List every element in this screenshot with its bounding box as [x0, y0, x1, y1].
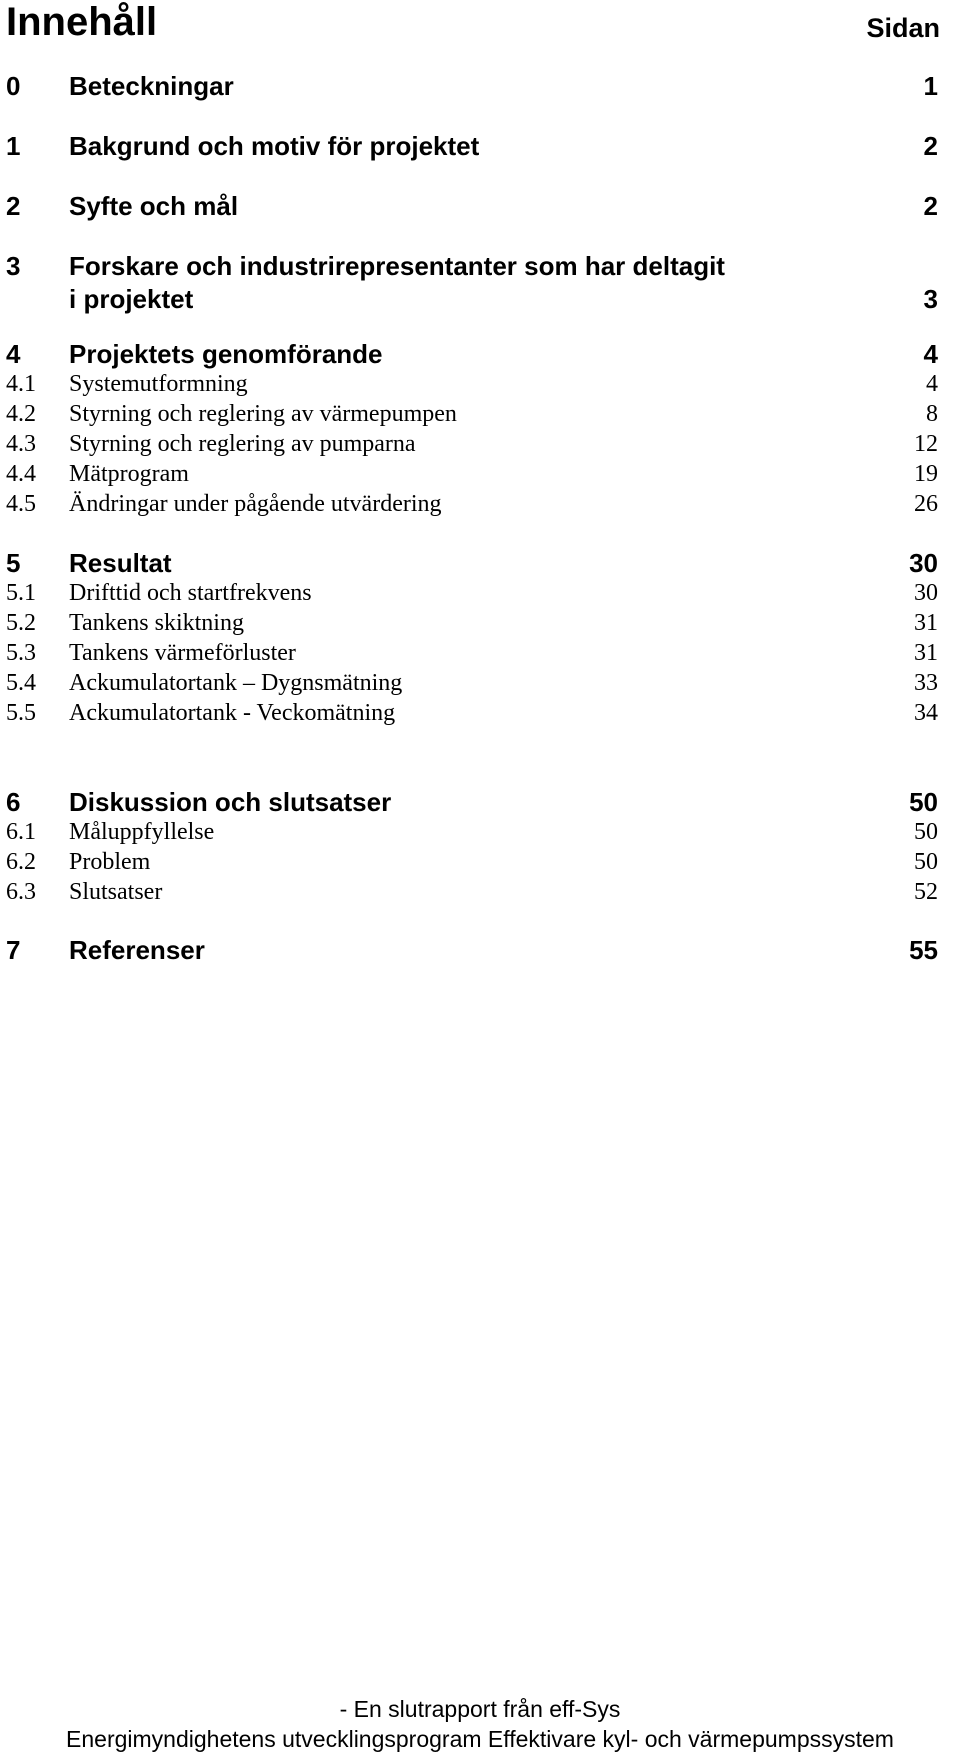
toc-entry-6-1[interactable]: [6, 817, 938, 847]
page-column-label: Sidan: [866, 13, 940, 43]
toc-number: 4.2: [6, 401, 36, 427]
toc-entry-3[interactable]: [6, 250, 938, 316]
toc-page: 50: [914, 819, 938, 845]
toc-entry-2[interactable]: [6, 190, 938, 223]
toc-number: 5.2: [6, 610, 36, 636]
toc-entry-4-2[interactable]: [6, 399, 938, 429]
toc-page: 26: [914, 491, 938, 517]
toc-number: 5: [6, 548, 21, 578]
toc-title: Resultat: [69, 548, 172, 578]
toc-number: 3: [6, 251, 21, 281]
toc-title: Mätprogram: [69, 461, 189, 487]
toc-number: 5.5: [6, 700, 36, 726]
toc-title: Ändringar under pågående utvärdering: [69, 491, 442, 517]
toc-page: 4: [923, 339, 938, 369]
toc-page: 12: [914, 431, 938, 457]
toc-page: 2: [923, 191, 938, 221]
toc-entry-5-4[interactable]: [6, 668, 938, 698]
toc-title: Referenser: [69, 935, 205, 965]
toc-page: 34: [914, 700, 938, 726]
toc-title: Diskussion och slutsatser: [69, 787, 392, 817]
toc-number: 7: [6, 935, 21, 965]
toc-title: Beteckningar: [69, 71, 234, 101]
toc-page: 33: [914, 670, 938, 696]
toc-entry-4[interactable]: [6, 338, 938, 371]
toc-title-line-2: i projektet: [69, 284, 194, 314]
toc-title: Styrning och reglering av värmepumpen: [69, 401, 457, 427]
toc-entry-6-2[interactable]: [6, 847, 938, 877]
toc-title: Bakgrund och motiv för projektet: [69, 131, 480, 161]
toc-entry-5-3[interactable]: [6, 638, 938, 668]
toc-title: [69, 250, 889, 316]
toc-entry-1[interactable]: [6, 130, 938, 163]
toc-page: 50: [914, 849, 938, 875]
toc-title-line-1: Forskare och industrirepresentanter som har deltagit: [69, 251, 725, 281]
toc-entry-6-3[interactable]: [6, 877, 938, 907]
toc-page: 55: [909, 935, 938, 965]
toc-page: 19: [914, 461, 938, 487]
toc-page: 31: [914, 610, 938, 636]
toc-title: Styrning och reglering av pumparna: [69, 431, 416, 457]
toc-number: 2: [6, 191, 21, 221]
page-title: Innehåll: [6, 0, 158, 44]
toc-number: 0: [6, 71, 21, 101]
toc-title: Ackumulatortank - Veckomätning: [69, 700, 396, 726]
toc-entry-7[interactable]: [6, 934, 938, 967]
toc-title: Syfte och mål: [69, 191, 239, 221]
footer-line-2: Energimyndighetens utvecklingsprogram Effektivare kyl- och värmepumpssystem: [66, 1726, 894, 1752]
toc-page: 4: [926, 371, 938, 397]
toc-entry-4-5[interactable]: [6, 489, 938, 519]
toc-page: 52: [914, 879, 938, 905]
toc-number: 4.3: [6, 431, 36, 457]
toc-entry-0[interactable]: [6, 70, 938, 103]
toc-entry-5[interactable]: [6, 547, 938, 580]
toc-entry-5-2[interactable]: [6, 608, 938, 638]
toc-title: Ackumulatortank – Dygnsmätning: [69, 670, 403, 696]
toc-page: 3: [923, 284, 938, 314]
toc-page: 1: [923, 71, 938, 101]
toc-entry-6[interactable]: [6, 786, 938, 819]
toc-number: 6.3: [6, 879, 36, 905]
toc-page: 30: [914, 580, 938, 606]
toc-number: 6.1: [6, 819, 36, 845]
toc-title: Slutsatser: [69, 879, 163, 905]
toc-number: 4.4: [6, 461, 36, 487]
toc-number: 1: [6, 131, 21, 161]
toc-entry-5-5[interactable]: [6, 698, 938, 728]
toc-title: Tankens värmeförluster: [69, 640, 296, 666]
toc-entry-5-1[interactable]: [6, 578, 938, 608]
toc-number: 4.1: [6, 371, 36, 397]
toc-page: 31: [914, 640, 938, 666]
toc-title: Tankens skiktning: [69, 610, 244, 636]
toc-page: 2: [923, 131, 938, 161]
toc-number: 5.1: [6, 580, 36, 606]
toc-title: Problem: [69, 849, 151, 875]
toc-title: Måluppfyllelse: [69, 819, 215, 845]
toc-entry-4-3[interactable]: [6, 429, 938, 459]
toc-page: 8: [926, 401, 938, 427]
toc-number: 5.4: [6, 670, 36, 696]
toc-page: 50: [909, 787, 938, 817]
toc-title: Systemutformning: [69, 371, 248, 397]
toc-title: Projektets genomförande: [69, 339, 383, 369]
toc-title: Drifttid och startfrekvens: [69, 580, 312, 606]
toc-number: 5.3: [6, 640, 36, 666]
toc-page: 30: [909, 548, 938, 578]
toc-number: 4.5: [6, 491, 36, 517]
footer-line-1: - En slutrapport från eff-Sys: [339, 1696, 621, 1722]
toc-entry-4-1[interactable]: [6, 369, 938, 399]
toc-entry-4-4[interactable]: [6, 459, 938, 489]
toc-number: 6.2: [6, 849, 36, 875]
toc-number: 6: [6, 787, 21, 817]
toc-number: 4: [6, 339, 21, 369]
